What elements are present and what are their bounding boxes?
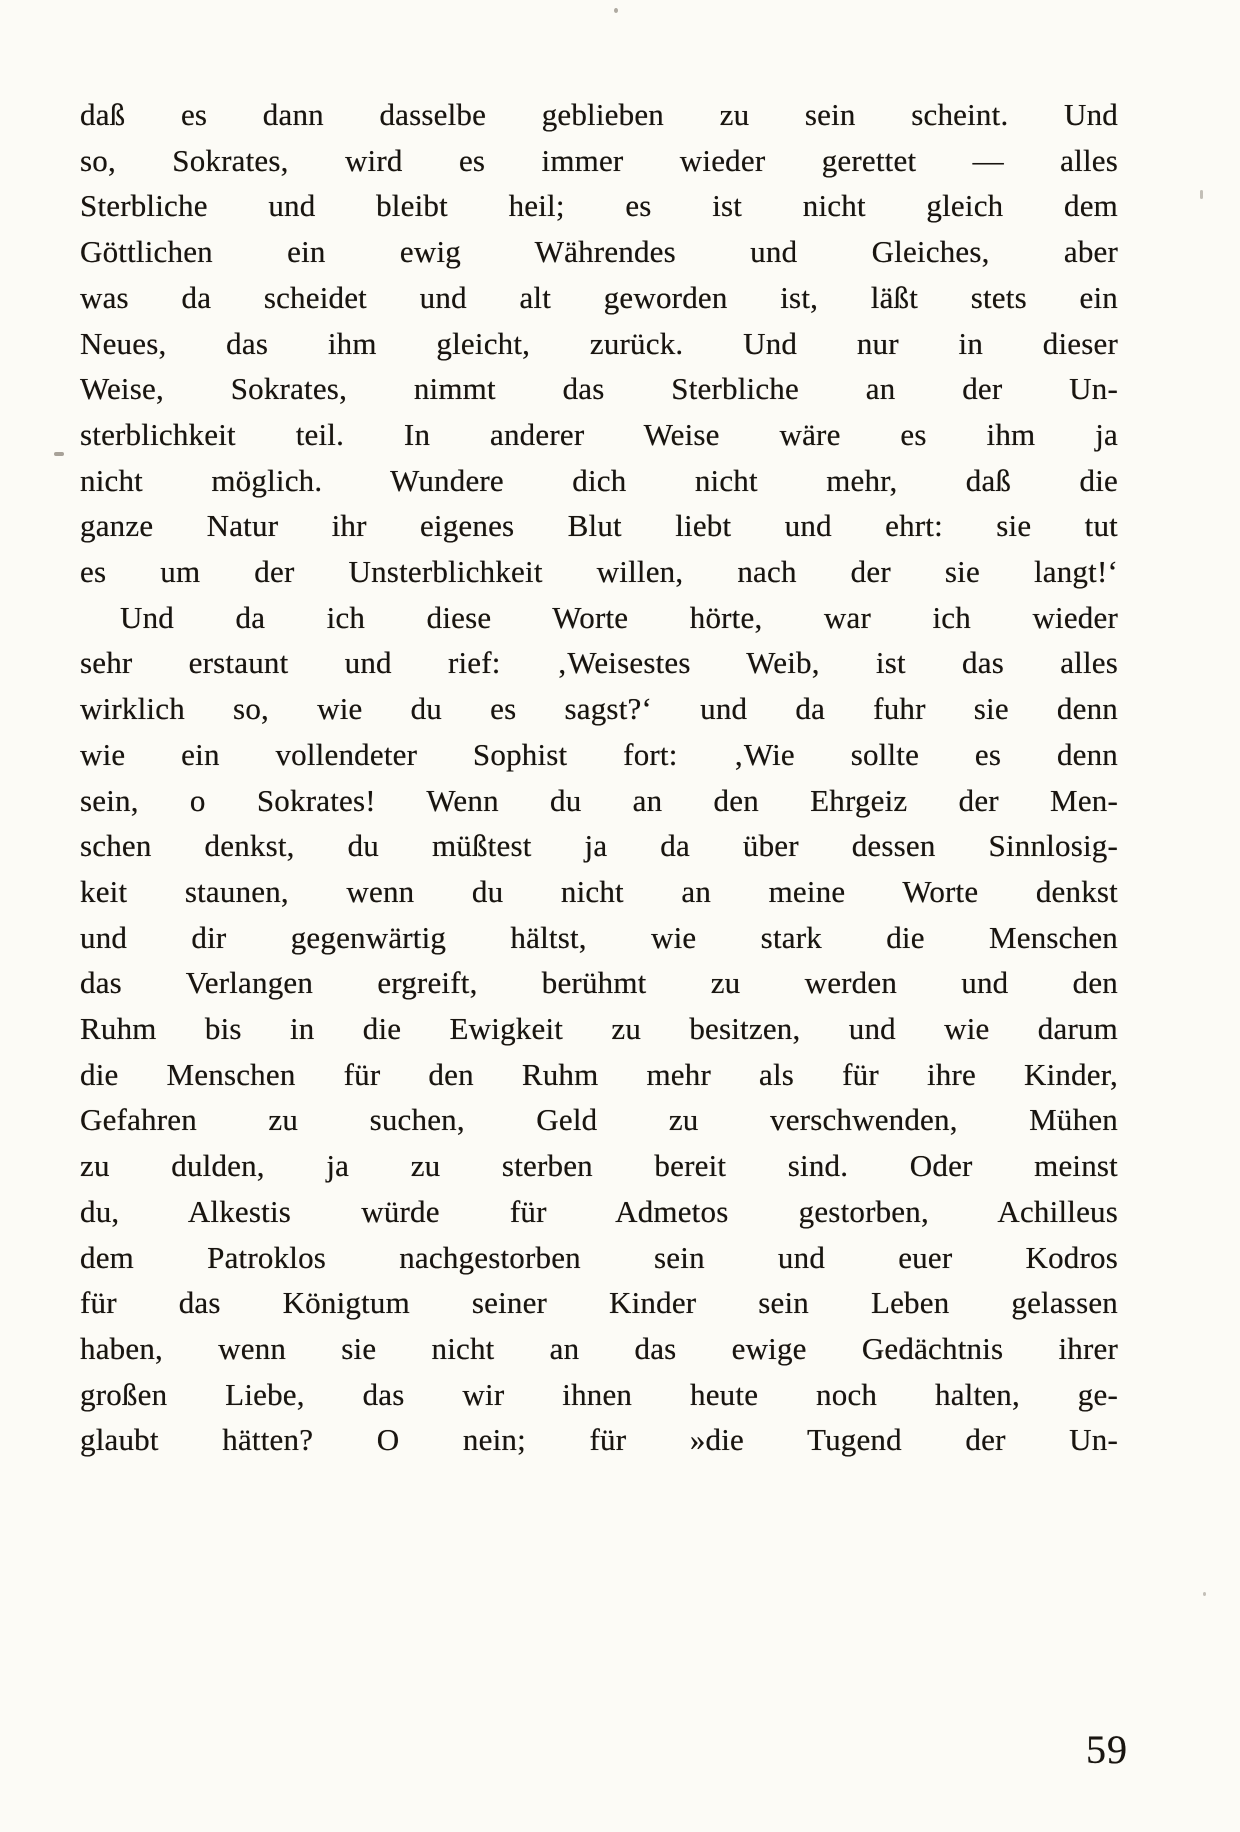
text-line: für das Königtum seiner Kinder sein Leben gelassen — [80, 1285, 1118, 1321]
text-line: sein, o Sokrates! Wenn du an den Ehrgeiz der Men- — [80, 782, 1118, 818]
text-line: glaubt hätten? O nein; für »die Tugend der Un- — [80, 1422, 1118, 1458]
text-line: Weise, Sokrates, nimmt das Sterbliche an der Un- — [80, 371, 1118, 407]
text-line: großen Liebe, das wir ihnen heute noch halten, ge- — [80, 1376, 1118, 1412]
text-line: daß es dann dasselbe geblieben zu sein scheint. Und — [80, 97, 1118, 132]
text-line: Ruhm bis in die Ewigkeit zu besitzen, und wie darum — [80, 1011, 1118, 1047]
scan-artifact-dot — [1203, 1592, 1206, 1596]
text-line: die Menschen für den Ruhm mehr als für ihre Kinder, — [80, 1056, 1118, 1092]
text-line: es um der Unsterblichkeit willen, nach der sie langt!‘ — [80, 554, 1118, 590]
text-line: Gefahren zu suchen, Geld zu verschwenden, Mühen — [80, 1102, 1118, 1138]
paragraph-1 — [80, 92, 1118, 595]
text-line: was da scheidet und alt geworden ist, läßt stets ein — [80, 279, 1118, 315]
scan-artifact-dot — [614, 8, 618, 13]
text-line: wie ein vollendeter Sophist fort: ‚Wie sollte es denn — [80, 736, 1118, 772]
text-line: ganze Natur ihr eigenes Blut liebt und ehrt: sie tut — [80, 508, 1118, 544]
page-number: 59 — [1086, 1727, 1128, 1772]
text-line: du, Alkestis würde für Admetos gestorben, Achilleus — [80, 1193, 1118, 1229]
text-line: sterblichkeit teil. In anderer Weise wäre es ihm ja — [80, 416, 1118, 452]
text-line: Sterbliche und bleibt heil; es ist nicht gleich dem — [80, 188, 1118, 224]
text-line: so, Sokrates, wird es immer wieder gerettet — alles — [80, 142, 1118, 178]
scan-artifact-dot — [1200, 190, 1203, 199]
text-line: Und da ich diese Worte hörte, war ich wieder — [120, 599, 1118, 635]
text-line: Neues, das ihm gleicht, zurück. Und nur in dieser — [80, 325, 1118, 361]
text-line: nicht möglich. Wundere dich nicht mehr, daß die — [80, 462, 1118, 498]
text-block — [80, 92, 1118, 1463]
text-line: wirklich so, wie du es sagst?‘ und da fuhr sie denn — [80, 691, 1118, 727]
text-line: schen denkst, du müßtest ja da über dessen Sinnlosig- — [80, 828, 1118, 864]
text-line: sehr erstaunt und rief: ‚Weisestes Weib, ist das alles — [80, 645, 1118, 681]
scan-artifact-dash — [54, 452, 64, 456]
text-line: haben, wenn sie nicht an das ewige Gedächtnis ihrer — [80, 1330, 1118, 1366]
text-line: und dir gegenwärtig hältst, wie stark die Menschen — [80, 919, 1118, 955]
text-line: Göttlichen ein ewig Währendes und Gleiches, aber — [80, 234, 1118, 270]
paragraph-2 — [80, 595, 1118, 1463]
text-line: keit staunen, wenn du nicht an meine Worte denkst — [80, 873, 1118, 909]
text-line: das Verlangen ergreift, berühmt zu werden und den — [80, 965, 1118, 1001]
text-line: zu dulden, ja zu sterben bereit sind. Oder meinst — [80, 1148, 1118, 1184]
text-line: dem Patroklos nachgestorben sein und euer Kodros — [80, 1239, 1118, 1275]
